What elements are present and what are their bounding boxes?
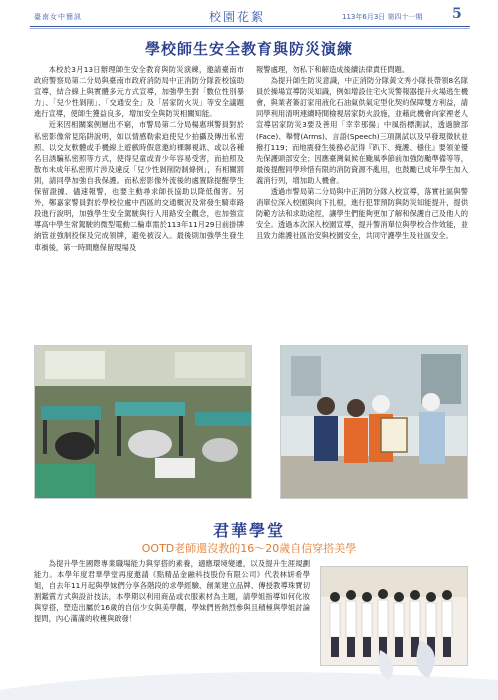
page-number: 5 [452,6,462,22]
certificate-photo-illustration [281,346,467,498]
article-paragraph: 為提升師生防災意識，中正消防分隊黃文秀小隊長帶領8名隊員於操場宣導防災知識，例如增設住宅火災警報器提升火場逃生機會，與業者簽訂家用液化石油氣供氣定型化契約保障雙方利益，請同學利用清明連續時間檢視居家防火設施，並藉此機會向家裡老人宣導居家防災3要及善用「幸幸那揚」中風指標測試，透過臉部(Face)、舉臂(Arms)、言語(Speech)三項測試以及早發現徵狀並撥打119；而地震發生後務必記得『趴下、掩護、穩住』要領並優先保護頭部安全；因應臺灣氣候在颱風季節前加強防颱準備等等，最後提醒同學珍惜有限的消防資源不亂用，也鼓勵已成年學生加入義消行列，增加助人機會。 [256,76,468,185]
page-header [0,0,498,30]
article-left-column [34,64,244,374]
photo-earthquake-drill [34,345,252,499]
footer-decoration [0,640,498,700]
drill-photo-illustration [35,346,251,498]
header-date-issue: 113年6月3日 第四十一期 [342,13,423,21]
header-rule-secondary [30,28,470,29]
header-rule [30,26,470,27]
section-title: 君華學堂 [212,521,285,540]
article-right-column [256,64,468,334]
header-section-title: 校園花絮 [209,10,266,24]
header-school-name: 臺南女中簡訊 [34,13,82,21]
article-paragraph: 近來因相關案例層出不窮，市警局第二分局楊惠琪警員對於私密影像常見陷阱說明，如以情感勒索迫使兒少拍攝及傳出私密照、以交友軟體或手機線上遊戲時假意邀約裸聊視訊、或以各種名目誘騙私密照等方式，使得兒童或青少年容易受害，而拍照及散布未成年私密照片涉及違反「兒少性剝削防制條例」，有相關罰則，請同學加強自我保護。而私密影像外流後的處置除提醒學生保留證據、儘速報警，也要主動尋求師長協助以降低傷害。另外，鄭嘉家警員對於學校位處中西區的交通概況及常發生騎車路段進行說明，加強學生安全駕駛與行人用路安全觀念，也加強宣導高中學生常駕駛的微型電動二輪車需於113年11月29日前掛牌納管並強制投保及完成領牌，避免被沒入。最後則加強學生發生車禍後，第一時間應保留現場及 [34,120,244,252]
article-paragraph: 報警處理，勿私下和解造成後續法律責任問題。 [256,65,410,74]
section-subtitle: OOTD老師還沒教的16～20歲自信穿搭美學 [141,542,357,555]
article-paragraph: 本校於3月13日辦理師生安全教育與防災演練，邀請臺南市政府警察局第二分局與臺南市政府消防局中正消防分隊蒞校協助宣導，結合線上與實體多元方式宣導，加強學生對「數位性別暴力」、「兒少性剝削」、「交通安全」及「居家防火災」等安全議題進行宣導，使師生獲益良多，增加安全與防災相關知能。 [34,65,244,119]
photo-certificate-group [280,345,468,499]
article-paragraph: 為提升學生國際專業職場能力與穿搭的素養，適應環境變遷，以及提升生涯規劃能力。本學年度君華學堂再度邀請《點精品金融科技股份有限公司》代表林妍希學姐，自去年11月起與學妹們分享各階段的求學經驗、創業建立品牌、傳授教導珠寶切割鑑賞方式與設計技法，本學期以利用商品或衣服素材為主題，請學姐指導如何化妝與穿搭，塑造出屬於16歲的自信少女與美學觀，學妹們皆熱烈參與且積極與學姐討論提問，內心滿滿的收穫與啟發！ [34,559,310,624]
article-title: 學校師生安全教育與防災演練 [144,40,353,58]
article-paragraph: 透過市警局第二分局與中正消防分隊入校宣導，落實社區與警消單位深入校園與向下扎根，進行犯罪預防與防災知能提升，提供防範方法和求助途徑，讓學生們能夠更加了解和保護自己及他人的安全。透過本次深入校園宣導，提升警消單位與學校合作效能，並且致力維護社區治安與校園安全，共同守護學生及社區安全。 [256,187,468,241]
